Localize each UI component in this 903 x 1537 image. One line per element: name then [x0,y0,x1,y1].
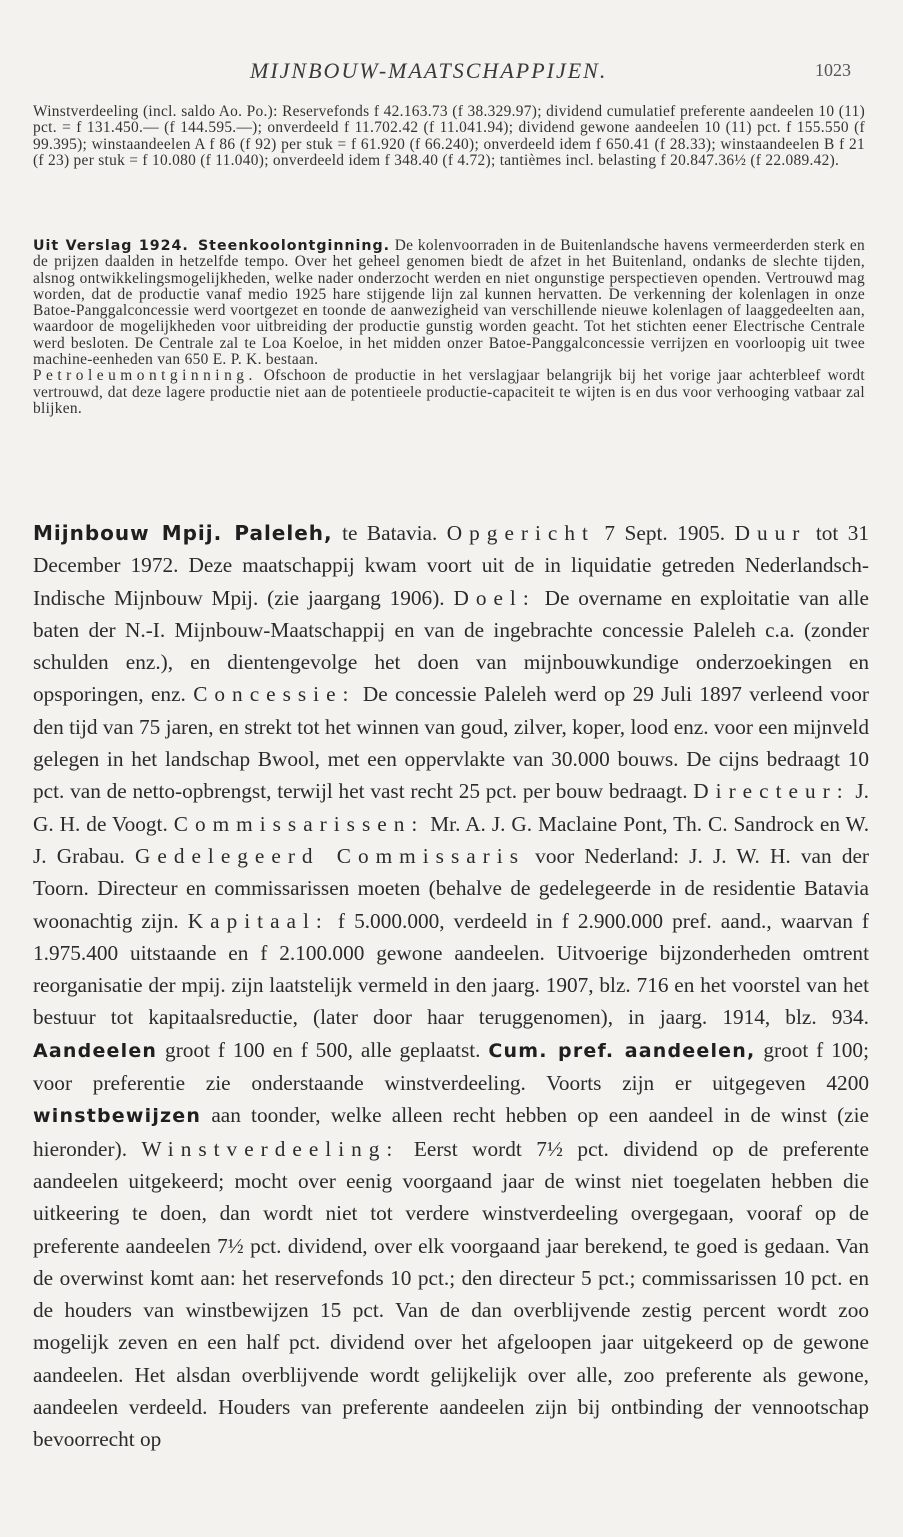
cumpref-label: Cum. pref. aandeelen, [488,1039,756,1062]
gedelegeerd-text: voor Nederland: J. J. W. H. van der Toorn. Directeur en commissarissen moeten (behalve de gedelegeerde in de residentie Batavia woonachtig zijn. [33,843,870,933]
winstbewijzen-label: winstbewijzen [33,1105,202,1128]
duur-text: tot 31 December 1972. Deze maatschappij kwam voort uit de in liquidatie getreden Nederlandsch-Indische Mijnbouw Mpij. (zie jaargang 1906). [33,521,870,610]
company-entry-body [33,517,869,1456]
gedelegeerd-label: Gedelegeerd Commissaris [134,843,525,868]
winstverdeeling-label: Winstverdeeling: [141,1136,400,1161]
company-name: Mijnbouw Mpij. Paleleh, [33,521,333,545]
directeur-label: Directeur: [693,779,850,804]
petroleum-body [33,368,865,417]
concessie-label: Concessie: [193,682,356,707]
opgericht-value: 7 Sept. 1905. [604,521,726,545]
kapitaal-text: f 5.000.000, verdeeld in f 2.900.000 pref. aand., waarvan f 1.975.400 uitstaande en f 2.100.000 gewone aandeelen. Uitvoerige bijzonderheden omtrent reorganisatie der mpij. zijn laatstelijk vermeld in den jaarg. 1907, blz. 716 en het voorstel van het bestuur tot kapitaalsreductie, (later door haar teruggenomen), in jaarg. 1914, blz. 934. [33,908,870,1030]
verslag-heading: Uit Verslag 1924. [33,238,189,254]
winstverdeeling-paragraph [33,104,865,169]
aandeelen-label: Aandeelen [33,1039,158,1062]
winstverdeeling-main-text: Eerst wordt 7½ pct. dividend op de preferente aandeelen uitgekeerd; mocht over eenig voorgaand jaar de winst niet toegelaten hebben die uitkeering te doen, dan wordt niet tot verdere winstverdeeling overgegaan, vooraf op de preferente aandeelen 7½ pct. dividend, over elk voorgaand jaar berekend, te goed is gedaan. Van de overwinst komt aan: het reservefonds 10 pct.; den directeur 5 pct.; commissarissen 10 pct. en de houders van winstbewijzen 15 pct. Van de dan overblijvende zestig percent wordt zoo mogelijk zeven en een half pct. dividend over het afgeloopen jaar uitgekeerd op de gewone aandeelen. Het alsdan overblijvende wordt gelijkelijk over alle, zoo preferente als gewone, aandeelen verdeeld. Houders van preferente aandeelen zijn bij ontbinding der vennootschap bevoorrecht op [33,1136,869,1452]
commissarissen-text: Mr. A. J. G. Maclaine Pont, Th. C. Sandrock en W. J. Grabau. [33,811,870,868]
kapitaal-label: Kapitaal: [187,908,329,933]
verslag-text: De kolenvoorraden in de Buitenlandsche havens vermeerderden sterk en de prijzen daalden in hetzelfde tempo. Over het geheel genomen biedt de afzet in het Buitenland, ondanks de slechte tijden, alsnog ontwikkelingsmogelijkheden, welke nader onderzocht werden en niet ongunstige perspectieven openden. Vertrouwd mag worden, dat de productie vanaf medio 1925 hare stijgende lijn zal kunnen hervatten. De verkenning der kolenlagen in onze Batoe-Panggalconcessie werd voortgezet en toonde de aanwezigheid van verschillende nieuwe kolenlagen of laaggedeelten aan, waardoor de mogelijkheden voor uitbreiding der productie gunstig worden geacht. Tot het stichten eener Electrische Centrale werd besloten. De Centrale zal te Loa Koeloe, in het midden onzer Batoe-Panggalconcessie verrijzen en voorloopig uit twee machine-eenheden van 650 E. P. K. bestaan. [33,237,865,369]
verslag-body [33,238,865,368]
duur-label: Duur [734,521,807,545]
directeur-text: J. G. H. de Voogt. [33,779,870,836]
verslag-paragraph [33,238,865,417]
commissarissen-label: Commissarissen: [173,811,425,836]
aandeelen-text: groot f 100 en f 500, alle geplaatst. [165,1037,481,1062]
company-location: te Batavia. [342,521,438,545]
opgericht-label: Opgericht [446,521,595,545]
company-entry [33,517,869,1456]
running-title: MIJNBOUW-MAATSCHAPPIJEN. [250,58,608,83]
steenkool-heading: Steenkoolontginning. [197,238,391,254]
doel-text: De overname en exploitatie van alle baten der N.-I. Mijnbouw-Maatschappij en van de ingebrachte concessie Paleleh c.a. (zonder schulden enz.), en dientengevolge het doen van mijnbouwkundige onderzoekingen en opsporingen, enz. [33,585,869,707]
petroleum-heading: Petroleumontginning. [33,367,257,385]
concessie-text: De concessie Paleleh werd op 29 Juli 1897 verleend voor den tijd van 75 jaren, en strekt tot het winnen van goud, zilver, koper, lood enz. voor een mijnveld gelegen in het landschap Bwool, met een oppervlakte van 30.000 bouws. De cijns bedraagt 10 pct. van de netto-opbrengst, terwijl het vast recht 25 pct. per bouw bedraagt. [33,682,869,804]
page-number: 1023 [815,60,851,80]
petroleum-text: Ofschoon de productie in het verslagjaar belangrijk bij het vorige jaar achterbleef wordt vertrouwd, dat deze lagere productie niet aan de potentieele productie-capaciteit te wijten is en dus voor verhooging vatbaar zal blijken. [33,367,865,417]
cumpref-text: groot f 100; voor preferentie zie onderstaande winstverdeeling. Voorts zijn er uitgegeven 4200 [33,1037,869,1096]
winstbewijzen-text: aan toonder, welke alleen recht hebben op een aandeel in de winst (zie hieronder). [33,1103,869,1161]
running-header [0,58,903,88]
winstverdeeling-text: Winstverdeeling (incl. saldo Ao. Po.): Reservefonds f 42.163.73 (f 38.329.97); dividend cumulatief preferente aandeelen 10 (11) pct. = f 131.450.— (f 144.595.—); onverdeeld f 11.702.42 (f 11.041.94); dividend gewone aandeelen 10 (11) pct. f 155.550 (f 99.395); winstaandeelen A f 86 (f 92) per stuk = f 61.920 (f 66.240); onverdeeld idem f 650.41 (f 28.33); winstaandeelen B f 21 (f 23) per stuk = f 10.080 (f 11.040); onverdeeld idem f 348.40 (f 4.72); tantièmes incl. belasting f 20.847.36½ (f 22.089.42). [33,103,865,169]
doel-label: Doel: [453,585,536,610]
